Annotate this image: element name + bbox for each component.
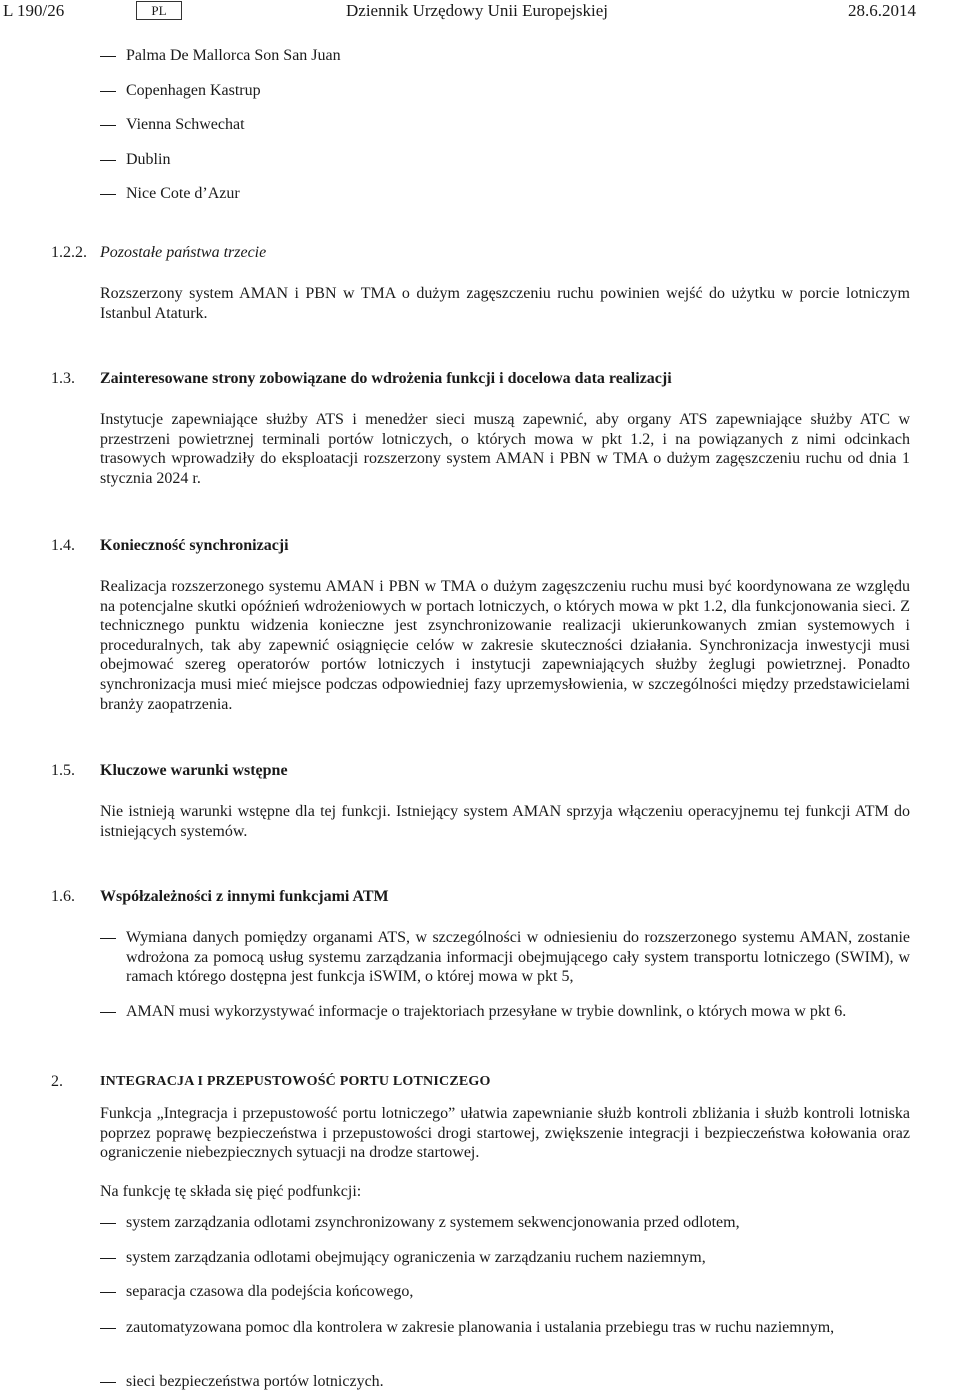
subfunction-intro: Na funkcję tę składa się pięć podfunkcji: [100, 1183, 362, 1200]
subfunction-item: zautomatyzowana pomoc dla kontrolera w zakresie planowania i ustalania przebiegu tras w ruchu naziemnym, [126, 1319, 835, 1336]
section-number: 1.4. [51, 537, 75, 554]
section-paragraph: Realizacja rozszerzonego systemu AMAN i PBN w TMA o dużym zagęszczeniu ruchu musi być koordynowana ze względu na potencjalne skutki opóźnień wdrożeniowych w portach lotniczych, o których mowa w pkt 1.2, dla funkcjonowania sieci. Z technicznego punktu widzenia konieczne jest zsynchronizowanie realizacji ukierunkowanych zmian systemowych i proceduralnych, tak aby zapewnić osiągnięcie celów w zakresie skuteczności działania. Synchronizacja inwestycji musi obejmować szereg operatorów portów lotniczych i instytucji zapewniających służby żeglugi powietrznej. Ponadto synchronizacja musi mieć miejsce podczas odpowiedniej fazy uprzemysłowienia, w szczególności między przedstawicielami branży zaopatrzenia. [100, 578, 910, 713]
publication-date: 28.6.2014 [848, 1, 916, 20]
dash-bullet [100, 194, 116, 195]
dash-bullet [100, 91, 116, 92]
section-paragraph: Rozszerzony system AMAN i PBN w TMA o dużym zagęszczeniu ruchu powinien wejść do użytku w porcie lotniczym Istanbul Ataturk. [100, 285, 910, 322]
section-paragraph: Funkcja „Integracja i przepustowość portu lotniczego” ułatwia zapewnianie służb kontroli zbliżania i służb kontroli lotniska poprzez poprawę bezpieczeństwa i przepustowości drogi startowej, zwiększenie integracji i bezpieczeństwa kołowania oraz ograniczenie niebezpiecznych sytuacji na drodze startowej. [100, 1105, 910, 1162]
dash-bullet [100, 1012, 116, 1013]
journal-title: Dziennik Urzędowy Unii Europejskiej [346, 1, 609, 20]
subfunction-item: system zarządzania odlotami obejmujący ograniczenia w zarządzaniu ruchem naziemnym, [126, 1249, 706, 1266]
airport-item: Dublin [126, 151, 171, 168]
section-title: INTEGRACJA I PRZEPUSTOWOŚĆ PORTU LOTNICZEGO [100, 1074, 491, 1089]
airport-item: Nice Cote d’Azur [126, 185, 240, 202]
dependency-item: Wymiana danych pomiędzy organami ATS, w szczególności w odniesieniu do rozszerzonego systemu AMAN, zostanie wdrożona za pomocą usług systemu zarządzania informacji obejmującego cały system transportu lotniczego (SWIM), w ramach którego dostępna jest funkcja iSWIM, o której mowa w pkt 5, [126, 929, 910, 986]
section-number: 1.6. [51, 888, 75, 905]
section-title: Kluczowe warunki wstępne [100, 762, 288, 779]
dash-bullet [100, 1258, 116, 1259]
subfunction-item: sieci bezpieczeństwa portów lotniczych. [126, 1373, 384, 1390]
section-paragraph: Instytucje zapewniające służby ATS i menedżer sieci muszą zapewnić, aby organy ATS zapewniające służby ATC w przestrzeni powietrznej terminali portów lotniczych, o których mowa w pkt 1.2, i na powiązanych z nimi odcinkach trasowych wprowadziły do eksploatacji rozszerzony system AMAN i PBN w TMA o dużym zagęszczeniu ruchu od dnia 1 stycznia 2024 r. [100, 411, 910, 487]
section-title: Zainteresowane strony zobowiązane do wdrożenia funkcji i docelowa data realizacji [100, 370, 672, 387]
dash-bullet [100, 56, 116, 57]
subfunction-item: system zarządzania odlotami zsynchronizowany z systemem sekwencjonowania przed odlotem, [126, 1214, 740, 1231]
airport-item: Copenhagen Kastrup [126, 82, 261, 99]
dependency-item: AMAN musi wykorzystywać informacje o trajektoriach przesyłane w trybie downlink, o których mowa w pkt 6. [126, 1003, 847, 1020]
section-number: 1.5. [51, 762, 75, 779]
section-title: Konieczność synchronizacji [100, 537, 289, 554]
language-badge: PL [136, 1, 182, 20]
dash-bullet [100, 1382, 116, 1383]
section-number: 2. [51, 1073, 63, 1090]
page-reference: L 190/26 [3, 1, 65, 20]
section-number: 1.3. [51, 370, 75, 387]
dash-bullet [100, 938, 116, 939]
airport-item: Vienna Schwechat [126, 116, 245, 133]
dash-bullet [100, 1223, 116, 1224]
dash-bullet [100, 160, 116, 161]
section-paragraph: Nie istnieją warunki wstępne dla tej funkcji. Istniejący system AMAN sprzyja włączeniu operacyjnemu tej funkcji ATM do istniejących systemów. [100, 803, 910, 840]
section-title: Współzależności z innymi funkcjami ATM [100, 888, 389, 905]
subfunction-item: separacja czasowa dla podejścia końcowego, [126, 1283, 414, 1300]
airport-item: Palma De Mallorca Son San Juan [126, 47, 341, 64]
dash-bullet [100, 1328, 116, 1329]
section-title: Pozostałe państwa trzecie [100, 244, 267, 261]
dash-bullet [100, 1292, 116, 1293]
section-number: 1.2.2. [51, 244, 87, 261]
dash-bullet [100, 125, 116, 126]
